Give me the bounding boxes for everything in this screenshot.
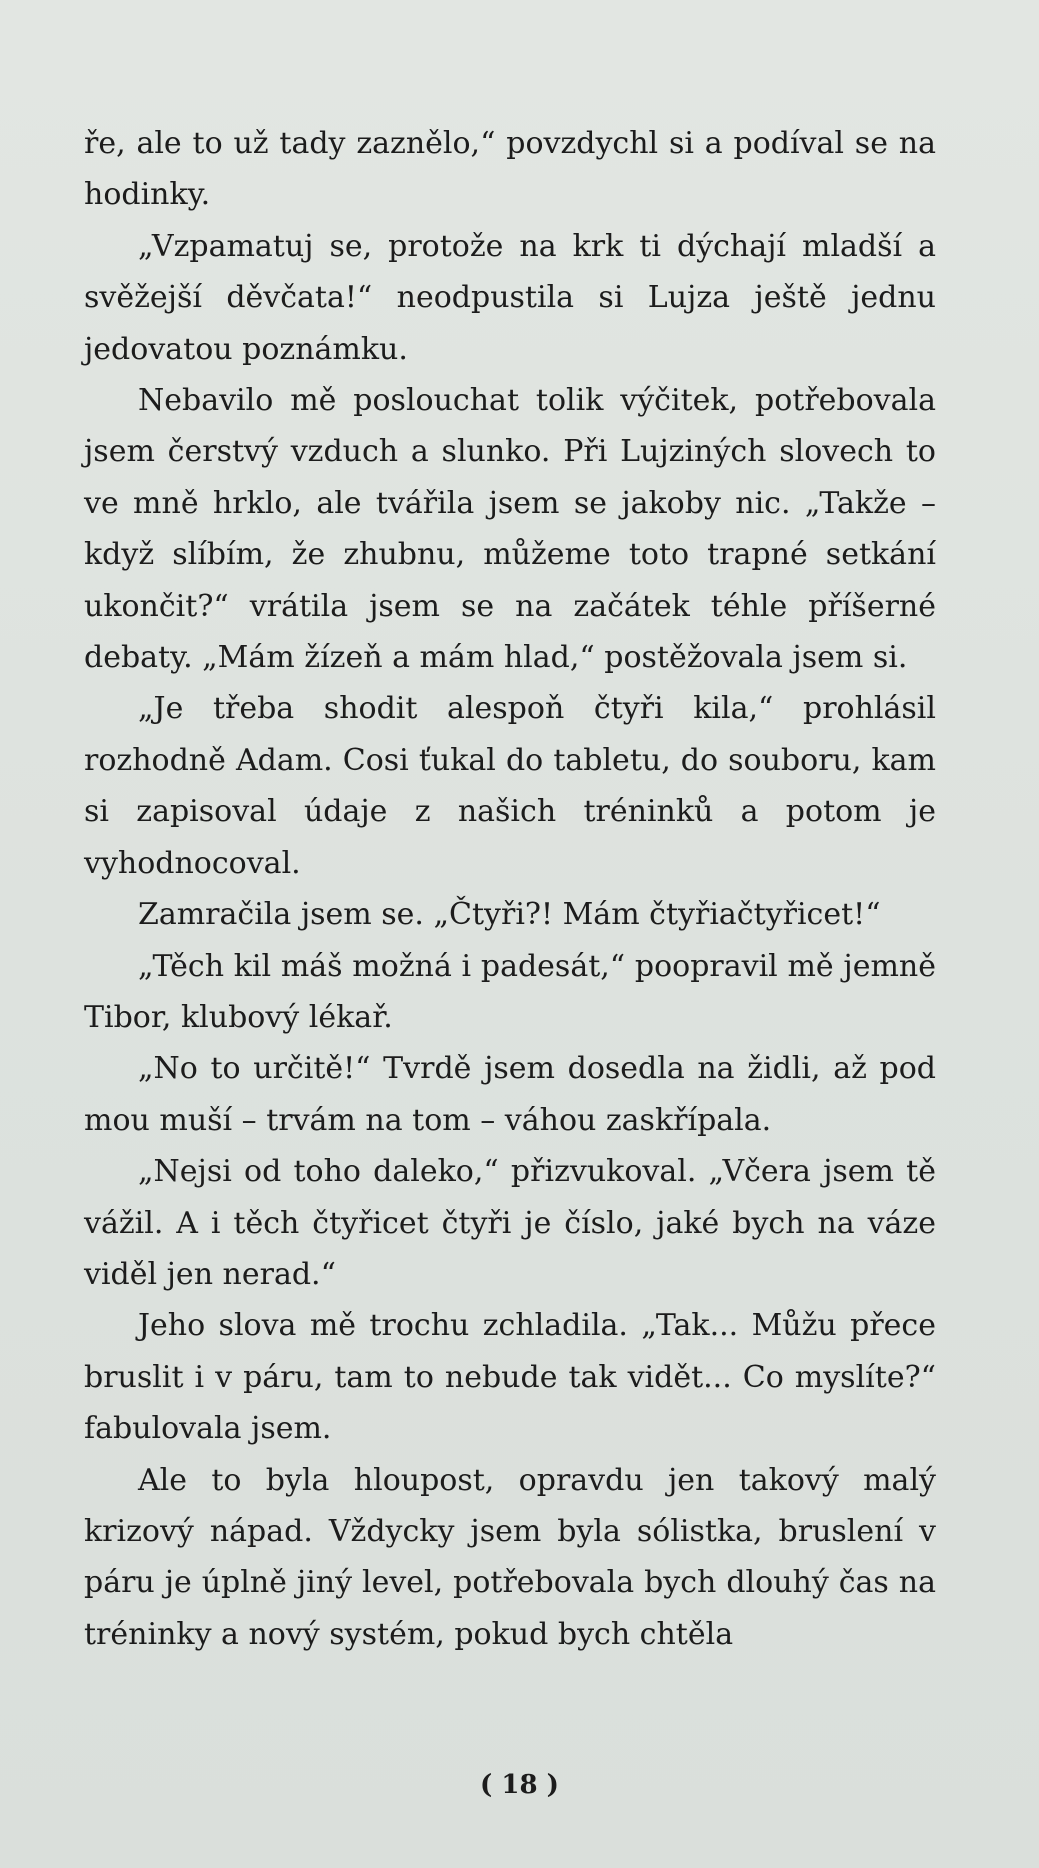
paragraph: „No to určitě!“ Tvrdě jsem dosedla na židli, až pod mou muší – trvám na tom – váhou zaskřípala.: [84, 1051, 936, 1138]
paragraph: „Vzpamatuj se, protože na krk ti dýchají mladší a svěžejší děvčata!“ neodpustila si Lujza ještě jednu jedovatou poznámku.: [84, 228, 936, 367]
paragraph: „Je třeba shodit alespoň čtyři kila,“ prohlásil rozhodně Adam. Cosi ťukal do tabletu, do souboru, kam si zapisoval údaje z našich tréninků a potom je vyhodnocoval.: [84, 691, 936, 881]
page-number: ( 18 ): [480, 1770, 559, 1800]
paragraph: Jeho slova mě trochu zchladila. „Tak... Můžu přece bruslit i v páru, tam to nebude tak vidět... Co myslíte?“ fabulovala jsem.: [84, 1308, 936, 1447]
paragraph: ře, ale to už tady zaznělo,“ povzdychl si a podíval se na hodinky.: [84, 126, 936, 213]
paragraph: Zamračila jsem se. „Čtyři?! Mám čtyřiačtyřicet!“: [138, 897, 881, 933]
body-text: [84, 118, 936, 1660]
paragraph: „Nejsi od toho daleko,“ přizvukoval. „Včera jsem tě vážil. A i těch čtyřicet čtyři je číslo, jaké bych na váze viděl jen nerad.“: [84, 1154, 936, 1292]
paragraph: „Těch kil máš možná i padesát,“ poopravil mě jemně Tibor, klubový lékař.: [84, 948, 936, 1035]
paragraph: Nebavilo mě poslouchat tolik výčitek, potřebovala jsem čerstvý vzduch a slunko. Při Lujziných slovech to ve mně hrklo, ale tvářila jsem se jakoby nic. „Takže – když slíbím, že zhubnu, můžeme toto trapné setkání ukončit?“ vrátila jsem se na začátek téhle příšerné debaty. „Mám žízeň a mám hlad,“ postěžovala jsem si.: [84, 383, 936, 676]
paragraph: Ale to byla hloupost, opravdu jen takový malý krizový nápad. Vždycky jsem byla sólistka, bruslení v páru je úplně jiný level, potřebovala bych dlouhý čas na tréninky a nový systém, pokud bych chtěla: [84, 1462, 936, 1652]
